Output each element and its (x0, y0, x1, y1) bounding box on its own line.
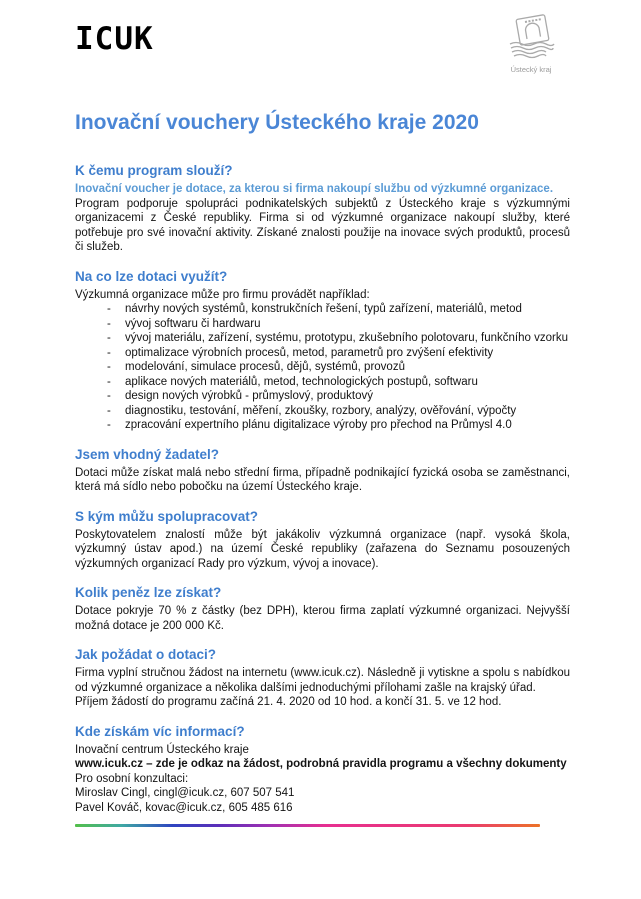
section-amount (75, 584, 570, 633)
section-purpose (75, 162, 570, 255)
section-usage (75, 268, 570, 433)
section-partner (75, 508, 570, 572)
bullet-item: - optimalizace výrobních procesů, metod, parametrů pro zvýšení efektivity (75, 346, 570, 361)
section-purpose-lead: Inovační voucher je dotace, za kterou si firma nakoupí službu od výzkumné organizace. (75, 183, 554, 195)
bullet-item: - vývoj materiálu, zařízení, systému, prototypu, zkušebního polotovaru, funkčního vzorku (75, 331, 570, 346)
section-partner-heading: S kým můžu spolupracovat? (75, 508, 259, 524)
bullet-item: - vývoj softwaru či hardwaru (75, 317, 570, 332)
section-purpose-heading: K čemu program slouží? (75, 163, 233, 178)
section-purpose-body: Program podporuje spolupráci podnikatelských subjektů z Ústeckého kraje s výzkumnými organizacemi z České republiky. Firma si od výzkumné organizace nakoupí služby, které potřebuje pro své inovační aktivity. Získané znalosti použije na inovace svých produktů, procesů či služeb. (75, 197, 570, 253)
info-consult-label: Pro osobní konzultaci: (75, 772, 189, 785)
bullet-item: - aplikace nových materiálů, metod, technologických postupů, softwaru (75, 375, 570, 390)
bullet-item: - zpracování expertního plánu digitalizace výroby pro přechod na Průmysl 4.0 (75, 418, 570, 433)
section-amount-heading: Kolik peněz lze získat? (75, 585, 222, 600)
bullet-item: - diagnostiku, testování, měření, zkoušky, rozbory, analýzy, ověřování, výpočty (75, 404, 570, 419)
section-info-heading: Kde získám víc informací? (75, 723, 245, 739)
section-apply-body: Firma vyplní stručnou žádost na internetu (www.icuk.cz). Následně ji vytiskne a spolu s nabídkou od výzkumné organizace a několika dalšími jednoduchými přílohami zašle na krajský úřad. (75, 667, 570, 694)
section-applicant-heading: Jsem vhodný žadatel? (75, 446, 220, 462)
section-applicant-body: Dotaci může získat malá nebo střední firma, případně podnikající fyzická osoba se zaměstnanci, která má sídlo nebo pobočku na území Ústeckého kraje. (75, 466, 570, 493)
info-contact-1: Miroslav Cingl, cingl@icuk.cz, 607 507 541 (75, 787, 295, 799)
info-contact-2: Pavel Kováč, kovac@icuk.cz, 605 485 616 (75, 801, 293, 814)
section-usage-intro: Výzkumná organizace může pro firmu provádět například: (75, 288, 370, 301)
section-info (75, 723, 570, 816)
usage-bullet-list (75, 302, 570, 433)
info-website-line: www.icuk.cz – zde je odkaz na žádost, podrobná pravidla programu a všechny dokumenty (75, 758, 567, 770)
icuk-logo: ICUK (75, 21, 154, 57)
usti-region-gate-icon (498, 47, 564, 64)
bullet-item: - návrhy nových systémů, konstrukčních řešení, typů zařízení, materiálů, metod (75, 302, 570, 317)
bullet-item: - modelování, simulace procesů, dějů, systémů, provozů (75, 360, 570, 375)
section-partner-body: Poskytovatelem znalostí může být jakákoliv výzkumná organizace (např. vysoká škola, výzkumný ústav apod.) na území České republiky (zařazena do Seznamu posouzených výzkumných organizací Rady pro výzkum, vývoj a inovace). (75, 528, 570, 570)
section-apply-heading: Jak požádat o dotaci? (75, 647, 217, 662)
section-usage-heading: Na co lze dotaci využít? (75, 268, 228, 284)
page-title: Inovační vouchery Ústeckého kraje 2020 (75, 111, 479, 134)
section-apply-deadline: Příjem žádostí do programu začíná 21. 4. 2020 od 10 hod. a končí 31. 5. ve 12 hod. (75, 696, 502, 708)
info-org-name: Inovační centrum Ústeckého kraje (75, 743, 249, 756)
section-applicant (75, 446, 570, 495)
usti-region-logo-caption: Ústecký kraj (510, 65, 552, 74)
section-apply (75, 646, 570, 710)
bullet-item: - design nových výrobků - průmyslový, produktový (75, 389, 570, 404)
usti-region-logo (498, 14, 564, 74)
page-header (75, 22, 570, 74)
footer-gradient-rule (75, 824, 540, 827)
section-amount-body: Dotace pokryje 70 % z částky (bez DPH), kterou firma zaplatí výzkumné organizaci. Nejvyšší možná dotace je 200 000 Kč. (75, 605, 570, 632)
